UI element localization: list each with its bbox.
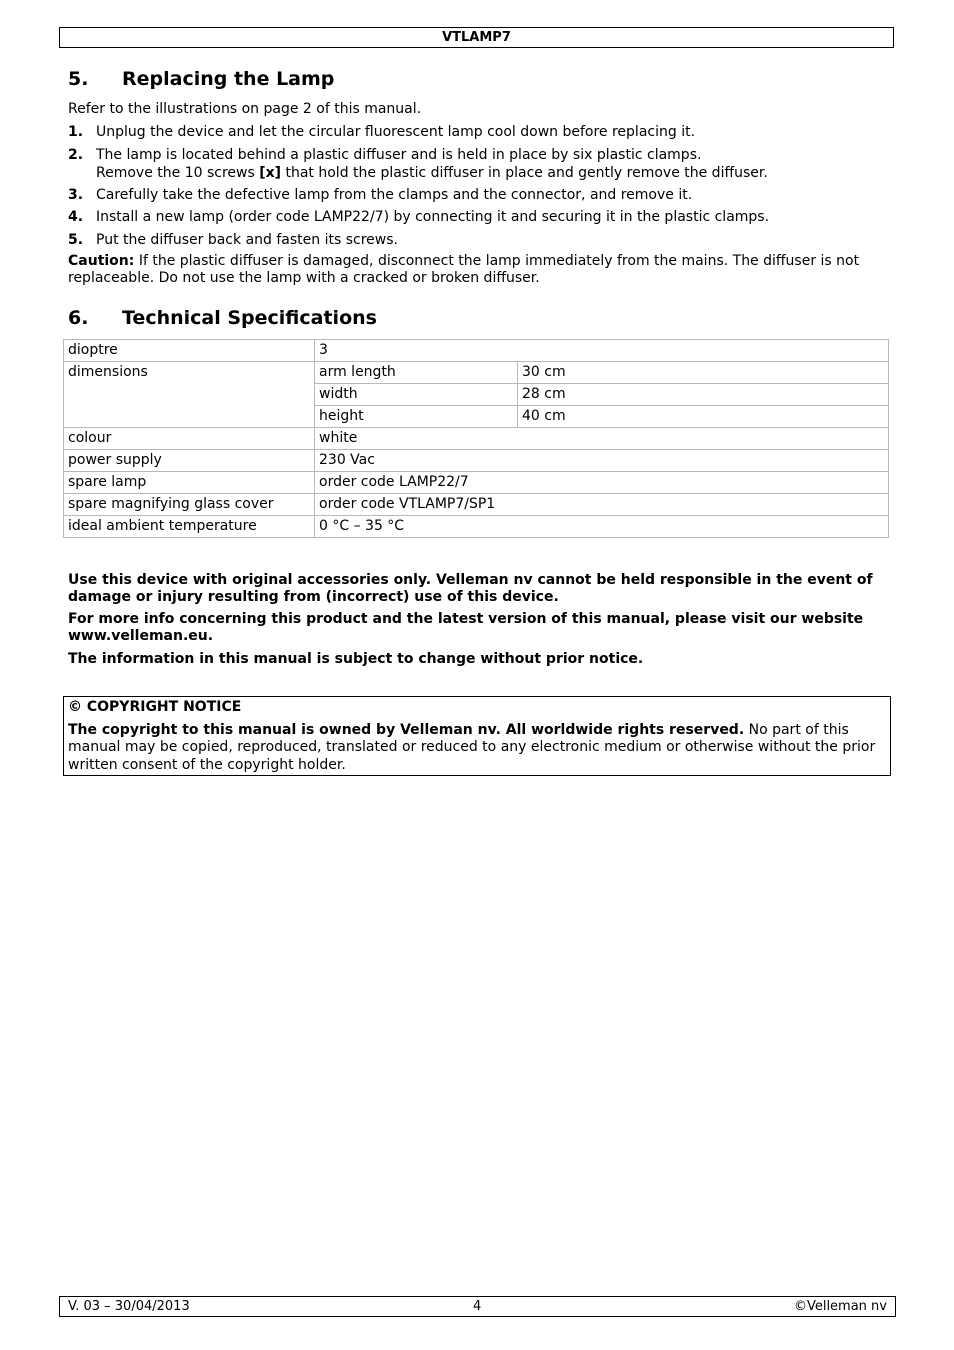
page-header bbox=[59, 27, 894, 48]
section-5-title: Replacing the Lamp bbox=[122, 68, 335, 90]
screw-reference: [x] bbox=[259, 165, 282, 181]
step-number: 1. bbox=[68, 124, 84, 140]
step-number: 4. bbox=[68, 209, 84, 225]
accessories-notice: Use this device with original accessories only. Velleman nv cannot be held responsible in the event of damage or injury resulting from (incorrect) use of this device. bbox=[68, 572, 873, 605]
spec-value: white bbox=[315, 428, 889, 450]
specifications-table bbox=[63, 339, 889, 538]
copyright-title: © COPYRIGHT NOTICE bbox=[68, 699, 242, 715]
spec-label: spare magnifying glass cover bbox=[64, 494, 315, 516]
spec-value: 30 cm bbox=[518, 362, 889, 384]
caution-text: If the plastic diffuser is damaged, disconnect the lamp immediately from the mains. The diffuser is not replaceable. Do not use the lamp with a cracked or broken diffuser. bbox=[68, 253, 860, 286]
section-5-number: 5. bbox=[68, 68, 89, 90]
spec-value: 0 °C – 35 °C bbox=[315, 516, 889, 538]
spec-value: 40 cm bbox=[518, 406, 889, 428]
step-2-line-2-post: that hold the plastic diffuser in place and gently remove the diffuser. bbox=[281, 165, 768, 181]
step-text: Install a new lamp (order code LAMP22/7) by connecting it and securing it in the plastic clamps. bbox=[96, 209, 770, 225]
table-row bbox=[64, 494, 889, 516]
step-number: 2. bbox=[68, 147, 84, 163]
table-row bbox=[64, 450, 889, 472]
table-row bbox=[64, 340, 889, 362]
spec-label: dioptre bbox=[64, 340, 315, 362]
header-title: VTLAMP7 bbox=[442, 30, 511, 45]
section-5-heading bbox=[68, 68, 334, 90]
spec-sublabel: arm length bbox=[315, 362, 518, 384]
table-row bbox=[64, 516, 889, 538]
spec-value: order code LAMP22/7 bbox=[315, 472, 889, 494]
step-text: Put the diffuser back and fasten its screws. bbox=[96, 232, 398, 248]
step-number: 3. bbox=[68, 187, 84, 203]
spec-sublabel: height bbox=[315, 406, 518, 428]
spec-label: power supply bbox=[64, 450, 315, 472]
table-row bbox=[64, 428, 889, 450]
footer-version: V. 03 – 30/04/2013 bbox=[68, 1299, 190, 1314]
copyright-notice-box bbox=[63, 696, 891, 776]
more-info-notice: For more info concerning this product and the latest version of this manual, please visit our website www.velleman.eu. bbox=[68, 611, 864, 644]
table-row bbox=[64, 362, 889, 384]
step-2-line-1: The lamp is located behind a plastic diffuser and is held in place by six plastic clamps. bbox=[96, 147, 702, 163]
spec-label: colour bbox=[64, 428, 315, 450]
page-footer bbox=[59, 1296, 896, 1317]
footer-owner: ©Velleman nv bbox=[793, 1299, 887, 1314]
step-number: 5. bbox=[68, 232, 84, 248]
spec-value: 230 Vac bbox=[315, 450, 889, 472]
footer-page-number: 4 bbox=[473, 1299, 482, 1314]
step-text bbox=[96, 146, 890, 182]
spec-label: dimensions bbox=[64, 362, 315, 428]
spec-value: 28 cm bbox=[518, 384, 889, 406]
table-row bbox=[64, 472, 889, 494]
copyright-body bbox=[68, 722, 886, 775]
copyright-bold-text: The copyright to this manual is owned by Velleman nv. All worldwide rights reserved. bbox=[68, 721, 745, 738]
caution-note bbox=[68, 253, 868, 287]
spec-label: ideal ambient temperature bbox=[64, 516, 315, 538]
section-6-title: Technical Specifications bbox=[122, 307, 377, 329]
caution-label: Caution: bbox=[68, 253, 135, 269]
spec-value: order code VTLAMP7/SP1 bbox=[315, 494, 889, 516]
copyright-text: No part of this manual may be copied, reproduced, translated or reduced to any electronic medium or otherwise without the prior written consent of the copyright holder. bbox=[68, 721, 876, 773]
spec-value: 3 bbox=[315, 340, 889, 362]
step-2-line-2-pre: Remove the 10 screws bbox=[96, 165, 260, 181]
step-text: Carefully take the defective lamp from the clamps and the connector, and remove it. bbox=[96, 187, 693, 203]
step-text: Unplug the device and let the circular fluorescent lamp cool down before replacing it. bbox=[96, 124, 696, 140]
spec-label: spare lamp bbox=[64, 472, 315, 494]
section-5-intro: Refer to the illustrations on page 2 of this manual. bbox=[68, 101, 422, 117]
section-6-heading bbox=[68, 307, 377, 329]
spec-sublabel: width bbox=[315, 384, 518, 406]
section-6-number: 6. bbox=[68, 307, 89, 329]
change-notice: The information in this manual is subject to change without prior notice. bbox=[68, 651, 644, 667]
